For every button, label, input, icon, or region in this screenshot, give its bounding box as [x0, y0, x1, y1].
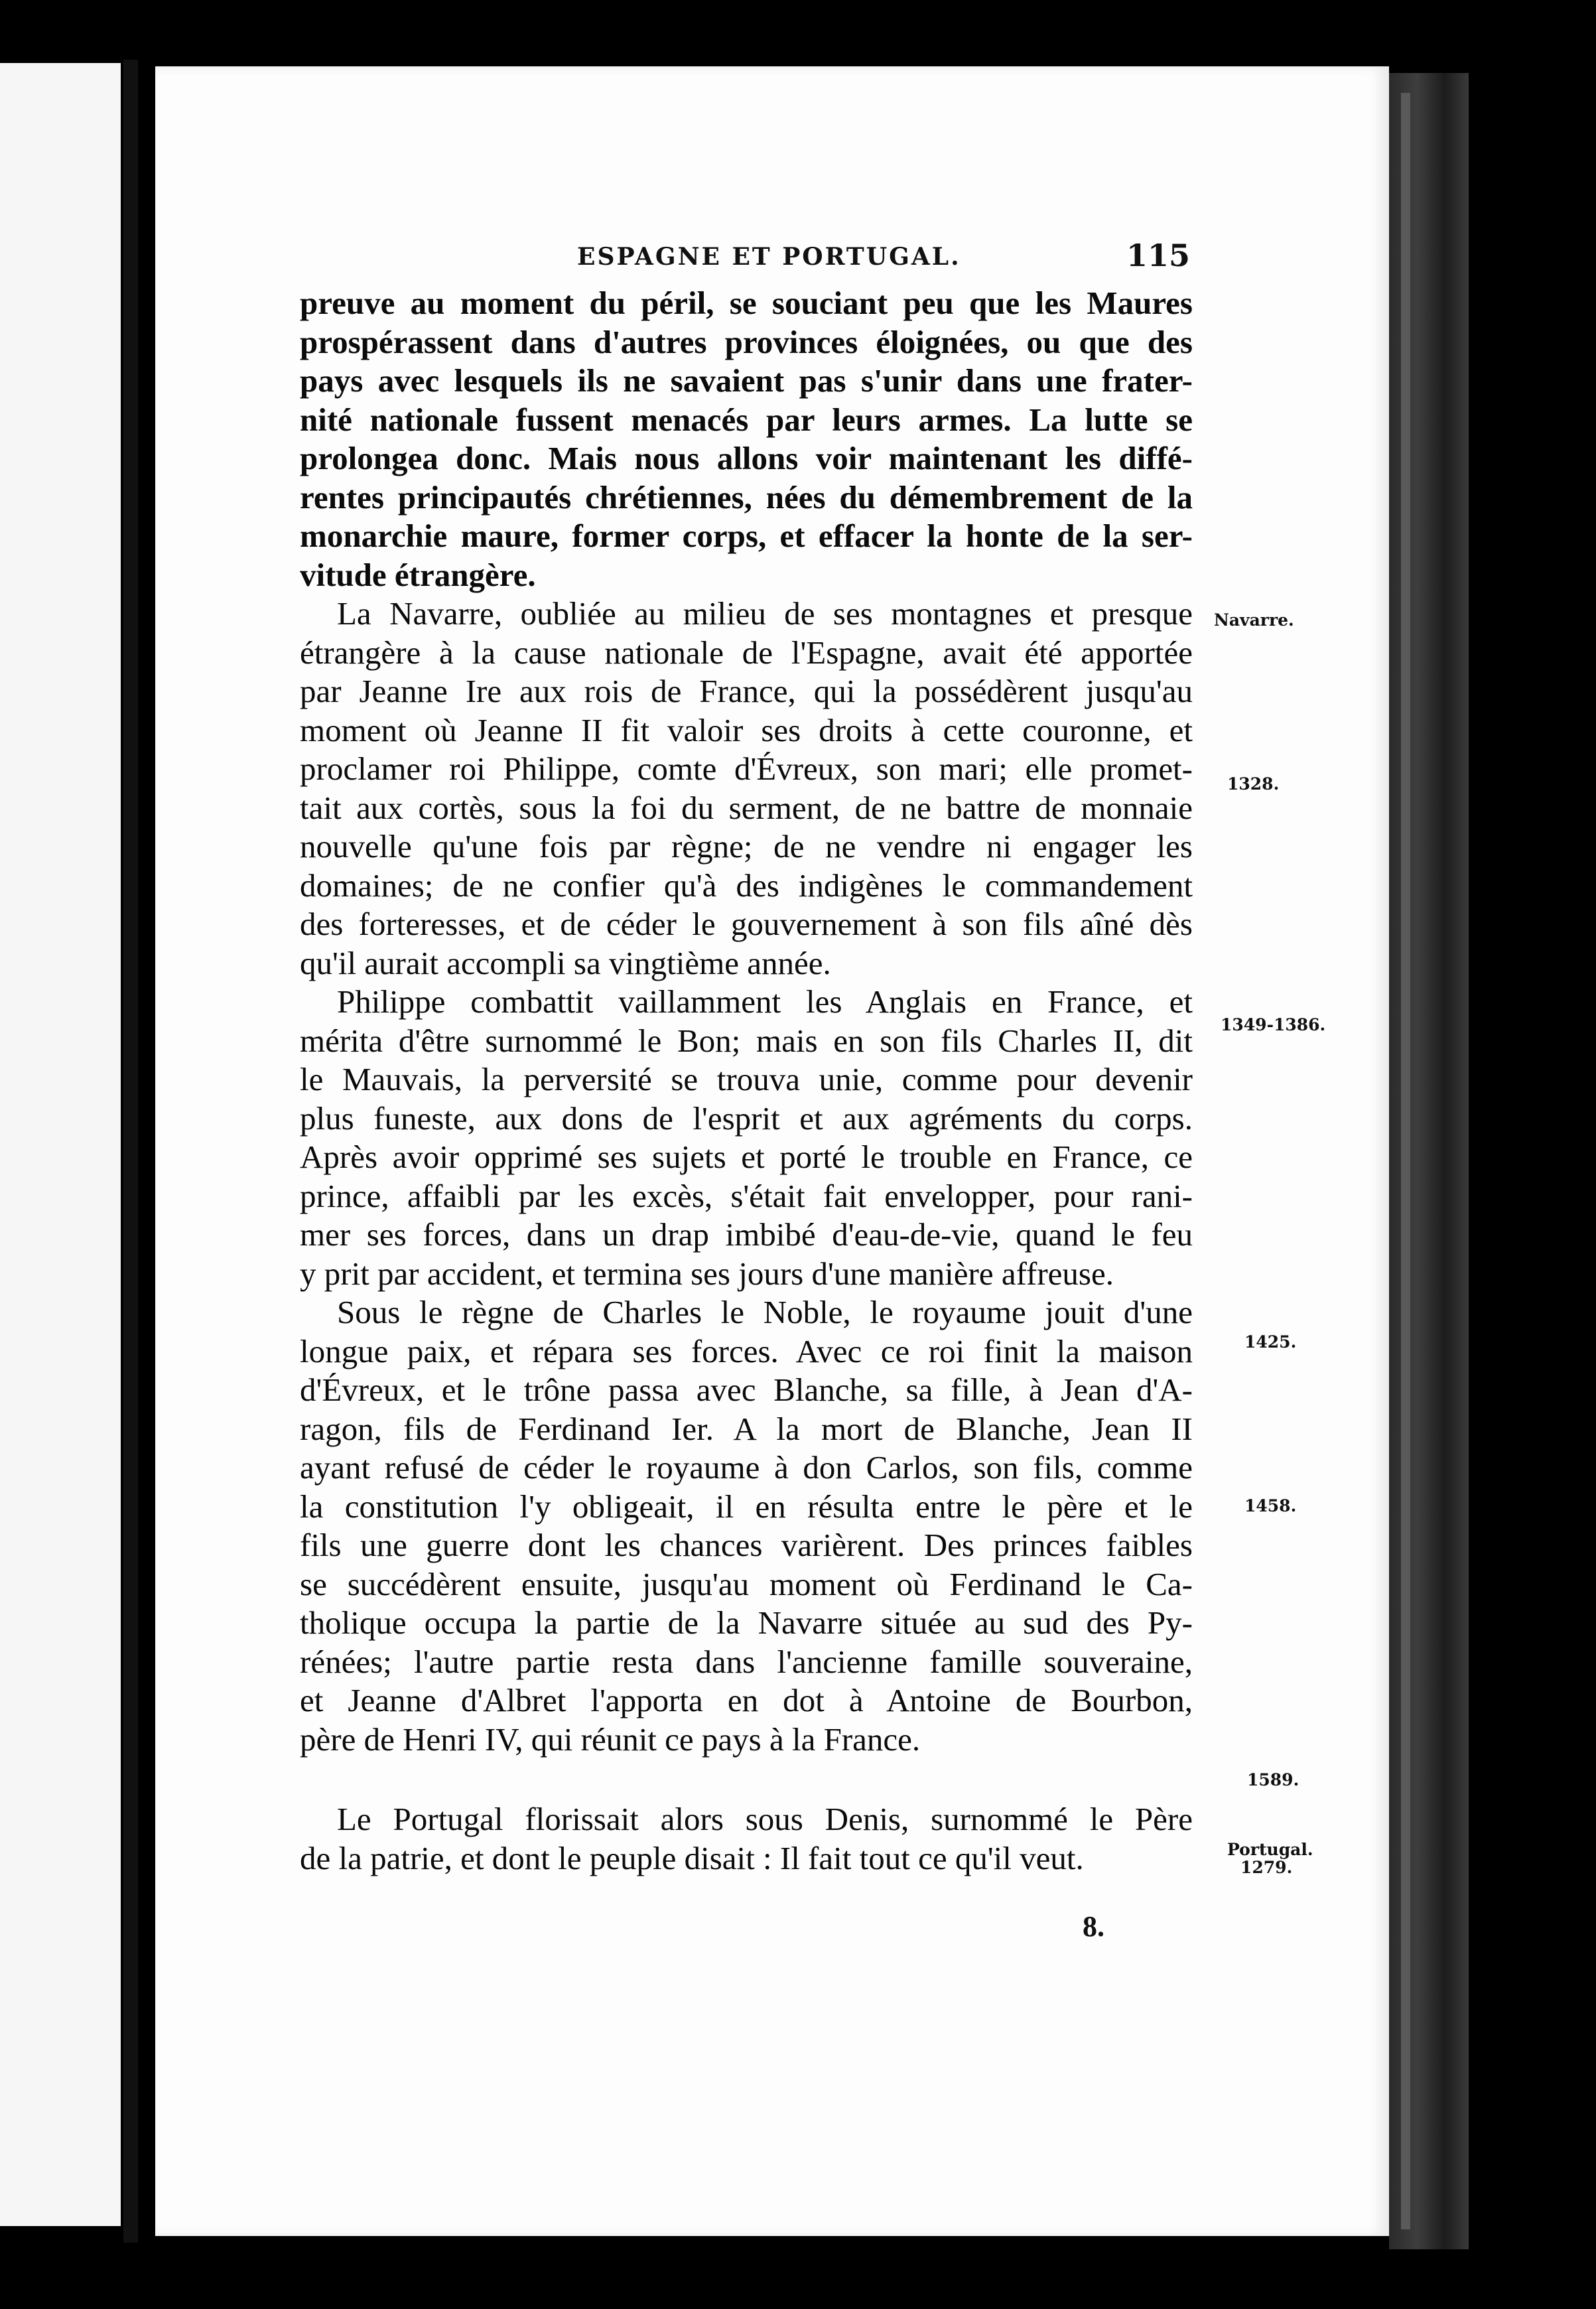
text-line: et Jeanne d'Albret l'apporta en dot à Antoine de Bourbon, — [300, 1682, 1193, 1718]
text-line: La Navarre, oubliée au milieu de ses montagnes et presque — [337, 595, 1193, 632]
text-line: qu'il aurait accompli sa vingtième année. — [300, 944, 831, 981]
paragraph-5 — [300, 1800, 1193, 1878]
text-line: de la patrie, et dont le peuple disait : Il fait tout ce qu'il veut. — [300, 1839, 1084, 1876]
section-gap — [300, 1759, 1193, 1800]
page-number: 115 — [1126, 238, 1190, 273]
text-line: plus funeste, aux dons de l'esprit et aux agréments du corps. — [300, 1099, 1193, 1137]
text-line: mérita d'être surnommé le Bon; mais en son fils Charles II, dit — [300, 1022, 1193, 1059]
text-line: Sous le règne de Charles le Noble, le royaume jouit d'une — [337, 1294, 1193, 1330]
text-line: y prit par accident, et termina ses jours d'une manière affreuse. — [300, 1255, 1114, 1292]
text-line: longue paix, et répara ses forces. Avec ce roi finit la maison — [300, 1332, 1193, 1369]
text-line: d'Évreux, et le trône passa avec Blanche, sa fille, à Jean d'A- — [300, 1371, 1193, 1408]
text-line: ayant refusé de céder le royaume à don Carlos, son fils, comme — [300, 1449, 1193, 1486]
text-line: Après avoir opprimé ses sujets et porté le trouble en France, ce — [300, 1139, 1193, 1175]
margin-note-1279: 1279. — [1240, 1858, 1293, 1877]
text-line: Philippe combattit vaillamment les Anglais en France, et — [337, 983, 1193, 1020]
text-line: le Mauvais, la perversité se trouva unie, comme pour devenir — [300, 1061, 1193, 1097]
margin-note-1349-1386: 1349-1386. — [1221, 1015, 1326, 1034]
paragraph-4 — [300, 1293, 1193, 1759]
left-page-gutter — [123, 60, 138, 2243]
text-line: preuve au moment du péril, se souciant peu que les Maures — [300, 285, 1193, 321]
text-line: rénées; l'autre partie resta dans l'ancienne famille souveraine, — [300, 1643, 1193, 1680]
running-head: ESPAGNE ET PORTUGAL. — [577, 243, 961, 271]
text-line: nité nationale fussent menacés par leurs armes. La lutte se — [300, 401, 1193, 438]
paragraph-2 — [300, 595, 1193, 983]
page-body — [300, 284, 1193, 1878]
margin-note-1328: 1328. — [1227, 774, 1280, 794]
signature-mark: 8. — [1083, 1910, 1104, 1943]
text-line: prolongea donc. Mais nous allons voir maintenant les diffé- — [300, 440, 1193, 476]
text-line: rentes principautés chrétiennes, nées du démembrement de la — [300, 478, 1193, 516]
paragraph-3 — [300, 983, 1193, 1293]
text-line: fils une guerre dont les chances varièrent. Des princes faibles — [300, 1527, 1193, 1563]
text-line: moment où Jeanne II fit valoir ses droits à cette couronne, et — [300, 711, 1193, 748]
text-line: prince, affaibli par les excès, s'était fait envelopper, pour rani- — [300, 1177, 1193, 1214]
left-page-edge — [0, 63, 121, 2226]
text-line: la constitution l'y obligeait, il en résulta entre le père et le — [300, 1488, 1193, 1525]
text-line: se succédèrent ensuite, jusqu'au moment où Ferdinand le Ca- — [300, 1565, 1193, 1602]
text-line: monarchie maure, former corps, et effacer la honte de la ser- — [300, 518, 1193, 554]
margin-note-1425: 1425. — [1244, 1332, 1297, 1352]
margin-note-navarre: Navarre. — [1214, 610, 1294, 630]
text-line: domaines; de ne confier qu'à des indigènes le commandement — [300, 867, 1193, 904]
text-line: nouvelle qu'une fois par règne; de ne vendre ni engager les — [300, 828, 1193, 865]
paragraph-1 — [300, 284, 1193, 595]
text-line: tait aux cortès, sous la foi du serment, de ne battre de monnaie — [300, 789, 1193, 826]
margin-note-1589: 1589. — [1247, 1770, 1299, 1789]
text-line: étrangère à la cause nationale de l'Espagne, avait été apportée — [300, 634, 1193, 671]
text-line: des forteresses, et de céder le gouvernement à son fils aîné dès — [300, 906, 1193, 942]
text-line: vitude étrangère. — [300, 556, 536, 593]
text-line: mer ses forces, dans un drap imbibé d'eau-de-vie, quand le feu — [300, 1216, 1193, 1253]
right-page-stack-inner — [1401, 93, 1410, 2229]
text-line: père de Henri IV, qui réunit ce pays à la France. — [300, 1720, 921, 1758]
text-line: par Jeanne Ire aux rois de France, qui la possédèrent jusqu'au — [300, 673, 1193, 709]
margin-note-1458: 1458. — [1244, 1496, 1297, 1515]
text-line: ragon, fils de Ferdinand Ier. A la mort de Blanche, Jean II — [300, 1410, 1193, 1447]
text-line: tholique occupa la partie de la Navarre située au sud des Py- — [300, 1604, 1193, 1641]
text-line: prospérassent dans d'autres provinces éloignées, ou que des — [300, 323, 1193, 360]
page-header — [300, 234, 1193, 280]
margin-note-portugal: Portugal. — [1227, 1840, 1313, 1859]
text-line: proclamer roi Philippe, comte d'Évreux, son mari; elle promet- — [300, 750, 1193, 787]
text-line: pays avec lesquels ils ne savaient pas s'unir dans une frater- — [300, 362, 1193, 399]
text-line: Le Portugal florissait alors sous Denis, surnommé le Père — [337, 1801, 1193, 1837]
